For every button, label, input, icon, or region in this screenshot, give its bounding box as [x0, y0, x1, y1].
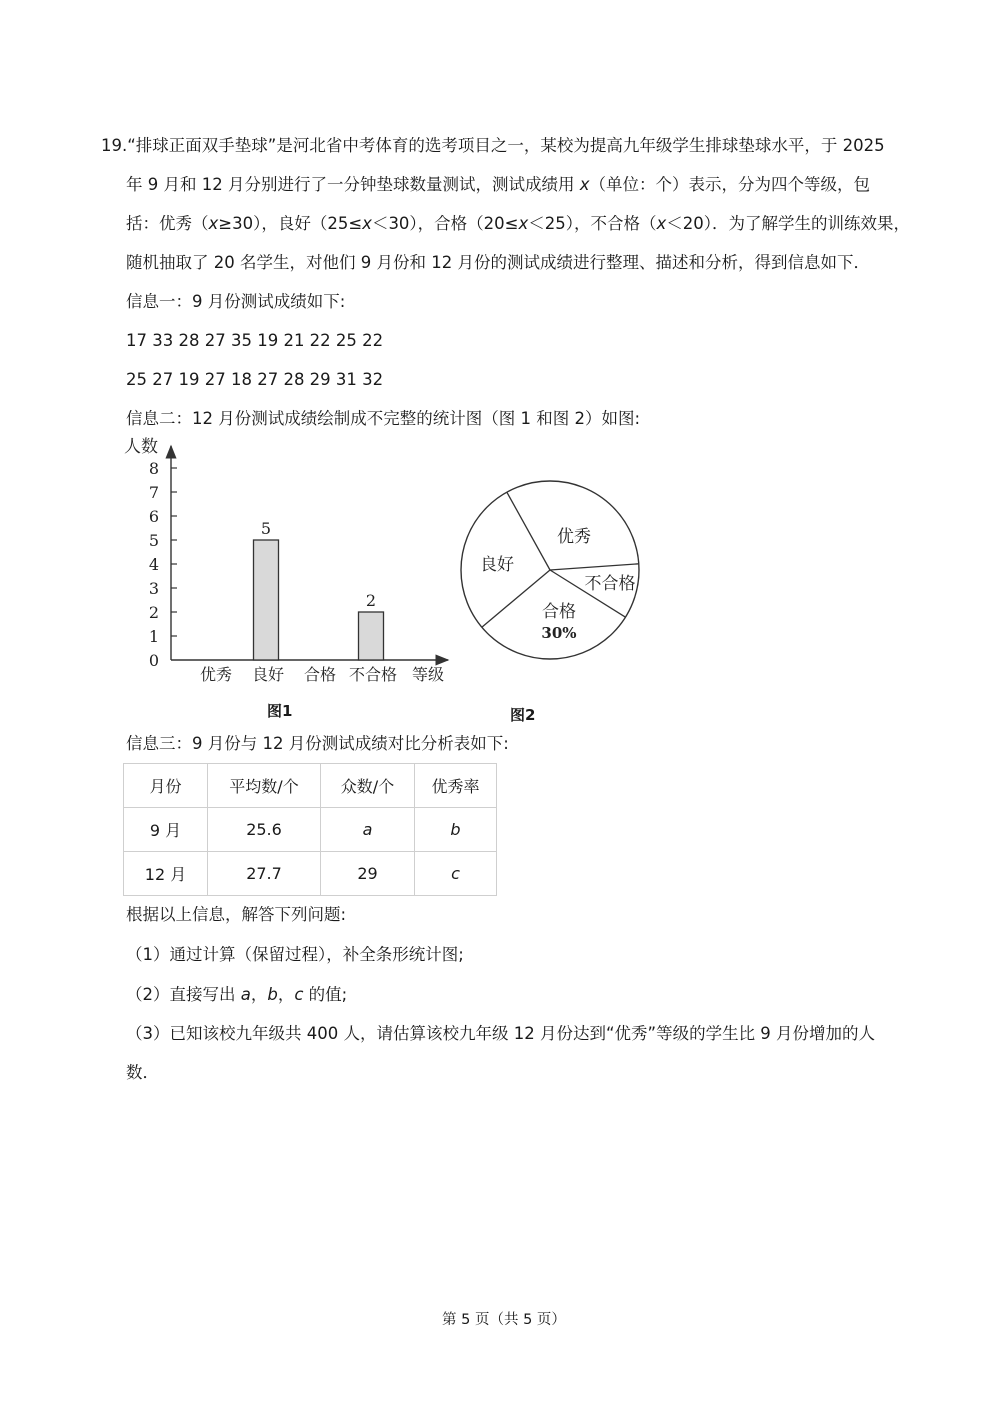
variable-x: x	[518, 214, 529, 233]
y-tick-label: 1	[148, 627, 159, 646]
pie-chart	[452, 462, 648, 662]
question-text-2b: （单位：个）表示，分为四个等级，包	[589, 175, 870, 194]
x-tick-label: 优秀	[199, 665, 233, 684]
info1-title: 信息一：9 月份测试成绩如下:	[126, 292, 346, 311]
table-cell: 27.7	[208, 852, 321, 896]
table-cell: 29	[321, 852, 415, 896]
y-tick-label: 6	[148, 507, 159, 526]
question-text-3e: ＜20）．为了解学生的训练效果，	[666, 214, 911, 233]
y-tick-label: 8	[148, 459, 159, 478]
info1-scores-row-1: 17 33 28 27 35 19 21 22 25 22	[126, 331, 384, 350]
question-text-3c: ＜30），合格（20≤	[371, 214, 519, 233]
figure-1-label: 图1	[267, 702, 293, 720]
x-tick-label: 合格	[303, 665, 337, 684]
pie-slice-label: 优秀	[557, 527, 591, 547]
question-text-3b: ≥30），良好（25≤	[218, 214, 363, 233]
info2-title: 信息二：12 月份测试成绩绘制成不完整的统计图（图 1 和图 2）如图:	[126, 409, 641, 428]
bar-data-label: 2	[365, 591, 377, 610]
variable-x: x	[362, 214, 372, 233]
variable-b: b	[267, 985, 278, 1004]
pie-slice-label: 合格	[542, 602, 576, 622]
question-line-3	[126, 213, 910, 235]
question-2	[126, 984, 347, 1006]
question-text-2a: 年 9 月和 12 月分别进行了一分钟垫球数量测试，测试成绩用	[126, 175, 580, 194]
question-text-3d: ＜25），不合格（	[528, 214, 657, 233]
info1-scores-row-2: 25 27 19 27 18 27 28 29 31 32	[126, 370, 384, 389]
table-cell: 25.6	[208, 808, 321, 852]
variable-x: x	[208, 214, 219, 233]
comparison-table	[123, 763, 497, 896]
pie-slice-percent: 30%	[541, 624, 577, 642]
x-tick-label: 不合格	[348, 665, 398, 684]
table-cell: 9 月	[124, 808, 208, 852]
separator: ，	[277, 985, 295, 1004]
table-header-row	[124, 764, 497, 808]
question-number: 19.	[101, 136, 128, 155]
y-tick-label: 2	[148, 603, 159, 622]
questions-intro: 根据以上信息，解答下列问题:	[126, 905, 347, 924]
table-header-mode: 众数/个	[321, 764, 415, 808]
table-header-month: 月份	[124, 764, 208, 808]
question-line-4: 随机抽取了 20 名学生，对他们 9 月份和 12 月份的测试成绩进行整理、描述和分析，得到信息如下．	[126, 253, 870, 272]
variable-x: x	[579, 175, 590, 194]
y-tick-label: 0	[148, 651, 159, 670]
table-cell: 12 月	[124, 852, 208, 896]
table-cell: b	[415, 808, 497, 852]
x-axis-label: 等级	[411, 665, 445, 684]
y-tick-label: 4	[148, 555, 159, 574]
question-text-3a: 括：优秀（	[126, 214, 209, 233]
bar	[359, 612, 384, 660]
table-header-excellent-rate: 优秀率	[415, 764, 497, 808]
question-line-1	[101, 135, 885, 157]
question-text-1: “排球正面双手垫球”是河北省中考体育的选考项目之一，某校为提高九年级学生排球垫球水平，于 2025	[127, 136, 885, 155]
y-tick-label: 3	[148, 579, 159, 598]
table-cell: a	[321, 808, 415, 852]
y-tick-label: 7	[148, 483, 159, 502]
bar-chart	[118, 432, 458, 694]
question-2-text-b: 的值;	[303, 985, 348, 1004]
pie-slice-label: 不合格	[584, 574, 636, 594]
table-row	[124, 808, 497, 852]
info3-title: 信息三：9 月份与 12 月份测试成绩对比分析表如下:	[126, 734, 509, 753]
question-2-text-a: （2）直接写出	[126, 985, 241, 1004]
separator: ，	[250, 985, 268, 1004]
variable-a: a	[240, 985, 251, 1004]
table-header-mean: 平均数/个	[208, 764, 321, 808]
variable-x: x	[656, 214, 667, 233]
question-1: （1）通过计算（保留过程），补全条形统计图;	[126, 945, 464, 964]
question-3-line-2: 数．	[126, 1063, 159, 1082]
table-cell: c	[415, 852, 497, 896]
bar-data-label: 5	[260, 519, 272, 538]
variable-c: c	[294, 985, 304, 1004]
y-axis-label: 人数	[124, 437, 158, 457]
question-line-2	[126, 174, 870, 196]
bar	[254, 540, 279, 660]
pie-slice-label: 良好	[480, 555, 514, 575]
page-footer: 第 5 页（共 5 页）	[442, 1312, 566, 1328]
question-3-line-1: （3）已知该校九年级共 400 人，请估算该校九年级 12 月份达到“优秀”等级的学生比 9 月份增加的人	[126, 1024, 876, 1043]
table-row	[124, 852, 497, 896]
x-tick-label: 良好	[251, 665, 285, 684]
y-tick-label: 5	[148, 531, 159, 550]
figure-2-label: 图2	[510, 706, 536, 724]
